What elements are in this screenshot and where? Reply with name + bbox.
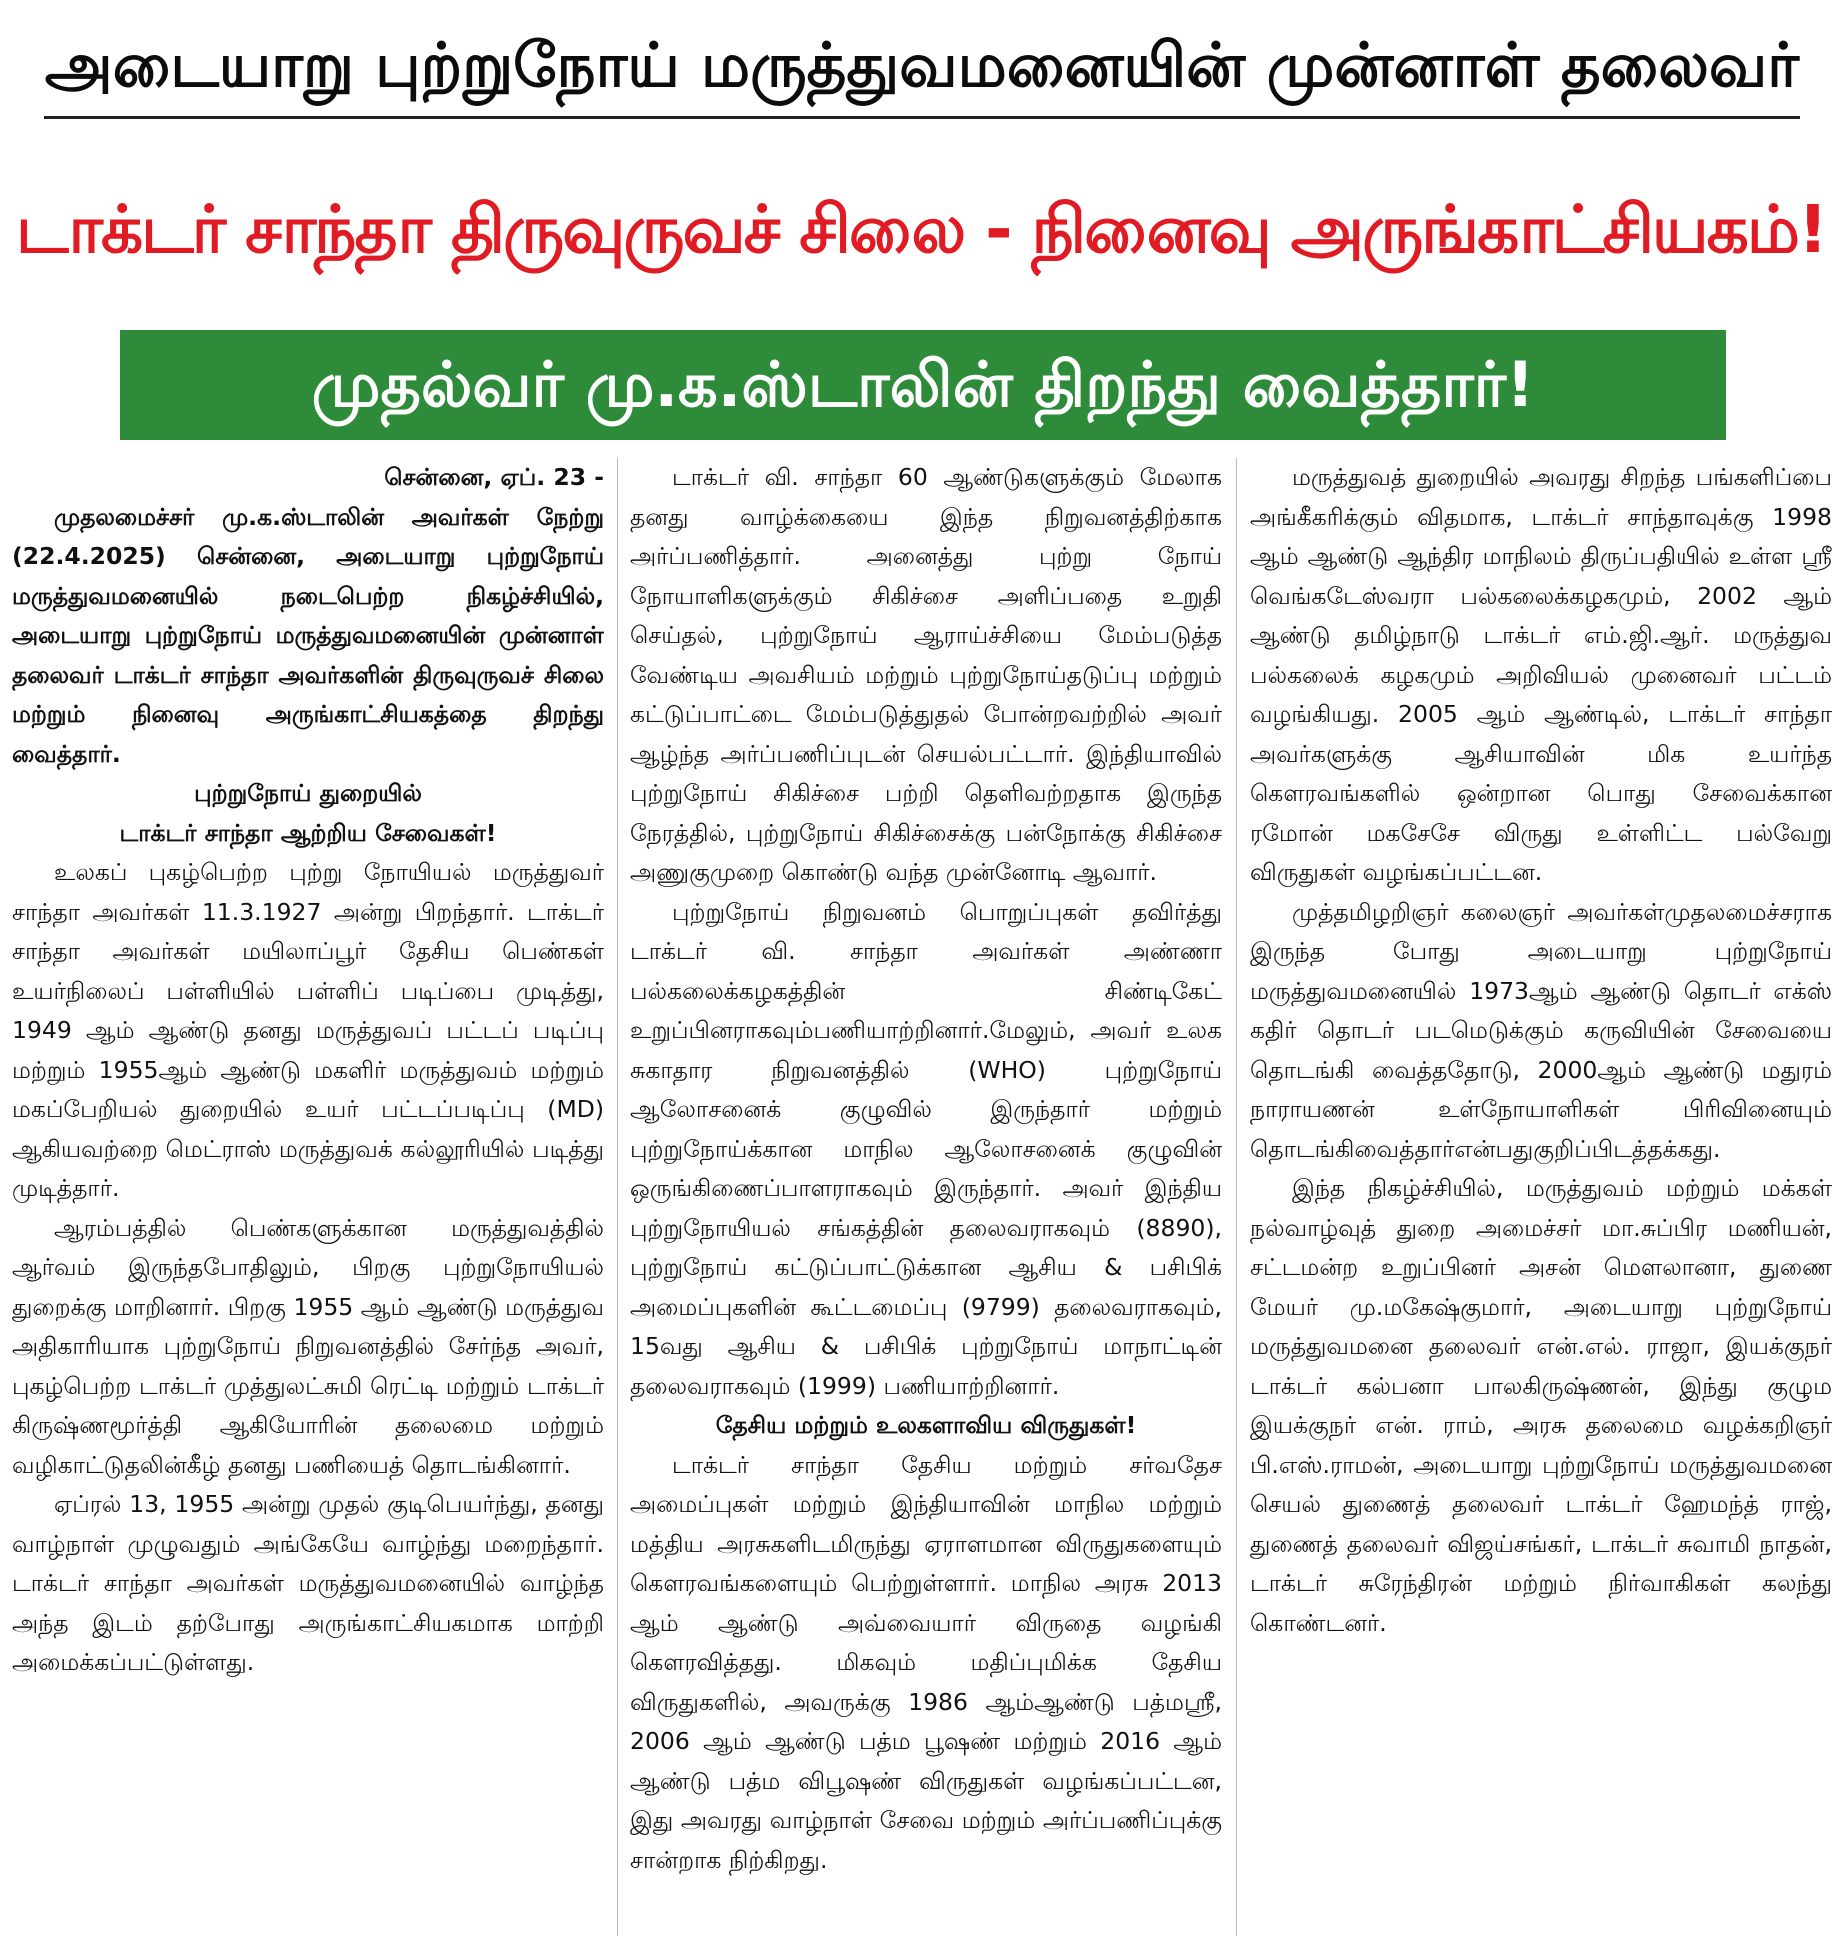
kicker-headline: அடையாறு புற்றுநோய் மருத்துவமனையின் முன்னாள் தலைவர் <box>44 30 1800 101</box>
article-column-1 <box>12 458 604 1936</box>
subheadline-text: முதல்வர் மு.க.ஸ்டாலின் திறந்து வைத்தார்! <box>311 348 1535 421</box>
article-column-3 <box>1250 458 1832 1936</box>
column-divider-1 <box>617 458 618 1936</box>
body-paragraph-4: டாக்டர் வி. சாந்தா 60 ஆண்டுகளுக்கும் மேலாக தனது வாழ்க்கையை இந்த நிறுவனத்திற்காக அர்ப்பணித்தார். அனைத்து புற்று நோய் நோயாளிகளுக்கும் சிகிச்சை அளிப்பதை உறுதி செய்தல், புற்றுநோய் ஆராய்ச்சியை மேம்படுத்த வேண்டிய அவசியம் மற்றும் புற்றுநோய்தடுப்பு மற்றும் கட்டுப்பாட்டை மேம்படுத்துதல் போன்றவற்றில் அவர் ஆழ்ந்த அர்ப்பணிப்புடன் செயல்பட்டார். இந்தியாவில் புற்றுநோய் சிகிச்சை பற்றி தெளிவற்றதாக இருந்த நேரத்தில், புற்றுநோய் சிகிச்சைக்கு பன்நோக்கு சிகிச்சை அணுகுமுறை கொண்டு வந்த முன்னோடி ஆவார். <box>630 463 1222 886</box>
kicker-divider <box>44 116 1800 119</box>
section-subhead-line-1: புற்றுநோய் துறையில் <box>194 779 422 807</box>
body-paragraph-1: உலகப் புகழ்பெற்ற புற்று நோயியல் மருத்துவர் சாந்தா அவர்கள் 11.3.1927 அன்று பிறந்தார். டாக்டர் சாந்தா அவர்கள் மயிலாப்பூர் தேசிய பெண்கள் உயர்நிலைப் பள்ளியில் பள்ளிப் படிப்பை முடித்து, 1949 ஆம் ஆண்டு தனது மருத்துவப் பட்டப் படிப்பு மற்றும் 1955ஆம் ஆண்டு மகளிர் மருத்துவம் மற்றும் மகப்பேறியல் துறையில் உயர் பட்டப்படிப்பு (MD) ஆகியவற்றை மெட்ராஸ் மருத்துவக் கல்லூரியில் படித்து முடித்தார். <box>12 858 604 1202</box>
main-headline: டாக்டர் சாந்தா திருவுருவச் சிலை - நினைவு அருங்காட்சியகம்! <box>15 191 1827 268</box>
column-divider-2 <box>1236 458 1237 1936</box>
body-paragraph-6: டாக்டர் சாந்தா தேசிய மற்றும் சர்வதேச அமைப்புகள் மற்றும் இந்தியாவின் மாநில மற்றும் மத்திய அரசுகளிடமிருந்து ஏராளமான விருதுகளையும் கௌரவங்களையும் பெற்றுள்ளார். மாநில அரசு 2013 ஆம் ஆண்டு அவ்வையார் விருதை வழங்கி கௌரவித்தது. மிகவும் மதிப்புமிக்க தேசிய விருதுகளில், அவருக்கு 1986 ஆம்ஆண்டு பத்மஸ்ரீ, 2006 ஆம் ஆண்டு பத்ம பூஷண் மற்றும் 2016 ஆம் ஆண்டு பத்ம விபூஷண் விருதுகள் வழங்கப்பட்டன, இது அவரது வாழ்நாள் சேவை மற்றும் அர்ப்பணிப்புக்கு சான்றாக நிற்கிறது. <box>630 1450 1222 1874</box>
body-paragraph-3: ஏப்ரல் 13, 1955 அன்று முதல் குடிபெயர்ந்து, தனது வாழ்நாள் முழுவதும் அங்கேயே வாழ்ந்து மறைந்தார். டாக்டர் சாந்தா அவர்கள் மருத்துவமனையில் வாழ்ந்த அந்த இடம் தற்போது அருங்காட்சியகமாக மாற்றி அமைக்கப்பட்டுள்ளது. <box>12 1490 604 1676</box>
body-paragraph-9: இந்த நிகழ்ச்சியில், மருத்துவம் மற்றும் மக்கள் நல்வாழ்வுத் துறை அமைச்சர் மா.சுப்பிர மணியன், சட்டமன்ற உறுப்பினர் அசன் மௌலானா, துணை மேயர் மு.மகேஷ்குமார், அடையாறு புற்றுநோய் மருத்துவமனை தலைவர் என்.எல். ராஜா, இயக்குநர் டாக்டர் கல்பனா பாலகிருஷ்ணன், இந்து குழும இயக்குநர் என். ராம், அரசு தலைமை வழக்கறிஞர் பி.எஸ்.ராமன், அடையாறு புற்றுநோய் மருத்துவமனை செயல் துணைத் தலைவர் டாக்டர் ஹேமந்த் ராஜ், துணைத் தலைவர் விஜய்சங்கர், டாக்டர் சுவாமி நாதன், டாக்டர் சுரேந்திரன் மற்றும் நிர்வாகிகள் கலந்து கொண்டனர். <box>1250 1174 1832 1637</box>
lead-paragraph: முதலமைச்சர் மு.க.ஸ்டாலின் அவர்கள் நேற்று (22.4.2025) சென்னை, அடையாறு புற்றுநோய் மருத்துவமனையில் நடைபெற்ற நிகழ்ச்சியில், அடையாறு புற்றுநோய் மருத்துவமனையின் முன்னாள் தலைவர் டாக்டர் சாந்தா அவர்களின் திருவுருவச் சிலை மற்றும் நினைவு அருங்காட்சியகத்தை திறந்து வைத்தார். <box>12 502 604 768</box>
section-subhead-line-2: டாக்டர் சாந்தா ஆற்றிய சேவைகள்! <box>119 818 497 847</box>
awards-subhead: தேசிய மற்றும் உலகளாவிய விருதுகள்! <box>715 1411 1137 1439</box>
body-paragraph-5: புற்றுநோய் நிறுவனம் பொறுப்புகள் தவிர்த்து டாக்டர் வி. சாந்தா அவர்கள் அண்ணா பல்கலைக்கழகத்தின் சிண்டிகேட் உறுப்பினராகவும்பணியாற்றினார்.மேலும், அவர் உலக சுகாதார நிறுவனத்தில் (WHO) புற்றுநோய் ஆலோசனைக் குழுவில் இருந்தார் மற்றும் புற்றுநோய்க்கான மாநில ஆலோசனைக் குழுவின் ஒருங்கிணைப்பாளராகவும் இருந்தார். அவர் இந்திய புற்றுநோயியல் சங்கத்தின் தலைவராகவும் (8890), புற்றுநோய் கட்டுப்பாட்டுக்கான ஆசிய & பசிபிக் அமைப்புகளின் கூட்டமைப்பு (9799) தலைவராகவும், 15வது ஆசிய & பசிபிக் புற்றுநோய் மாநாட்டின் தலைவராகவும் (1999) பணியாற்றினார். <box>630 897 1222 1400</box>
body-paragraph-2: ஆரம்பத்தில் பெண்களுக்கான மருத்துவத்தில் ஆர்வம் இருந்தபோதிலும், பிறகு புற்றுநோயியல் துறைக்கு மாறினார். பிறகு 1955 ஆம் ஆண்டு மருத்துவ அதிகாரியாக புற்றுநோய் நிறுவனத்தில் சேர்ந்த அவர், புகழ்பெற்ற டாக்டர் முத்துலட்சுமி ரெட்டி மற்றும் டாக்டர் கிருஷ்ணமூர்த்தி ஆகியோரின் தலைமை மற்றும் வழிகாட்டுதலின்கீழ் தனது பணியைத் தொடங்கினார். <box>12 1213 604 1479</box>
body-paragraph-7: மருத்துவத் துறையில் அவரது சிறந்த பங்களிப்பை அங்கீகரிக்கும் விதமாக, டாக்டர் சாந்தாவுக்கு 1998 ஆம் ஆண்டு ஆந்திர மாநிலம் திருப்பதியில் உள்ள ஸ்ரீ வெங்கடேஸ்வரா பல்கலைக்கழகமும், 2002 ஆம் ஆண்டு தமிழ்நாடு டாக்டர் எம்.ஜி.ஆர். மருத்துவ பல்கலைக் கழகமும் அறிவியல் முனைவர் பட்டம் வழங்கியது. 2005 ஆம் ஆண்டில், டாக்டர் சாந்தா அவர்களுக்கு ஆசியாவின் மிக உயர்ந்த கௌரவங்களில் ஒன்றான பொது சேவைக்கான ரமோன் மகசேசே விருது உள்ளிட்ட பல்வேறு விருதுகள் வழங்கப்பட்டன. <box>1250 463 1832 886</box>
article-column-2 <box>630 458 1222 1936</box>
green-subheadline-banner <box>120 330 1726 440</box>
dateline: சென்னை, ஏப். 23 - <box>384 463 604 491</box>
body-paragraph-8: முத்தமிழறிஞர் கலைஞர் அவர்கள்முதலமைச்சராக இருந்த போது அடையாறு புற்றுநோய் மருத்துவமனையில் 1973ஆம் ஆண்டு தொடர் எக்ஸ் கதிர் தொடர் படமெடுக்கும் கருவியின் சேவையை தொடங்கி வைத்ததோடு, 2000ஆம் ஆண்டு மதுரம் நாராயணன் உள்நோயாளிகள் பிரிவினையும் தொடங்கிவைத்தார்என்பதுகுறிப்பிடத்தக்கது. <box>1250 897 1832 1163</box>
